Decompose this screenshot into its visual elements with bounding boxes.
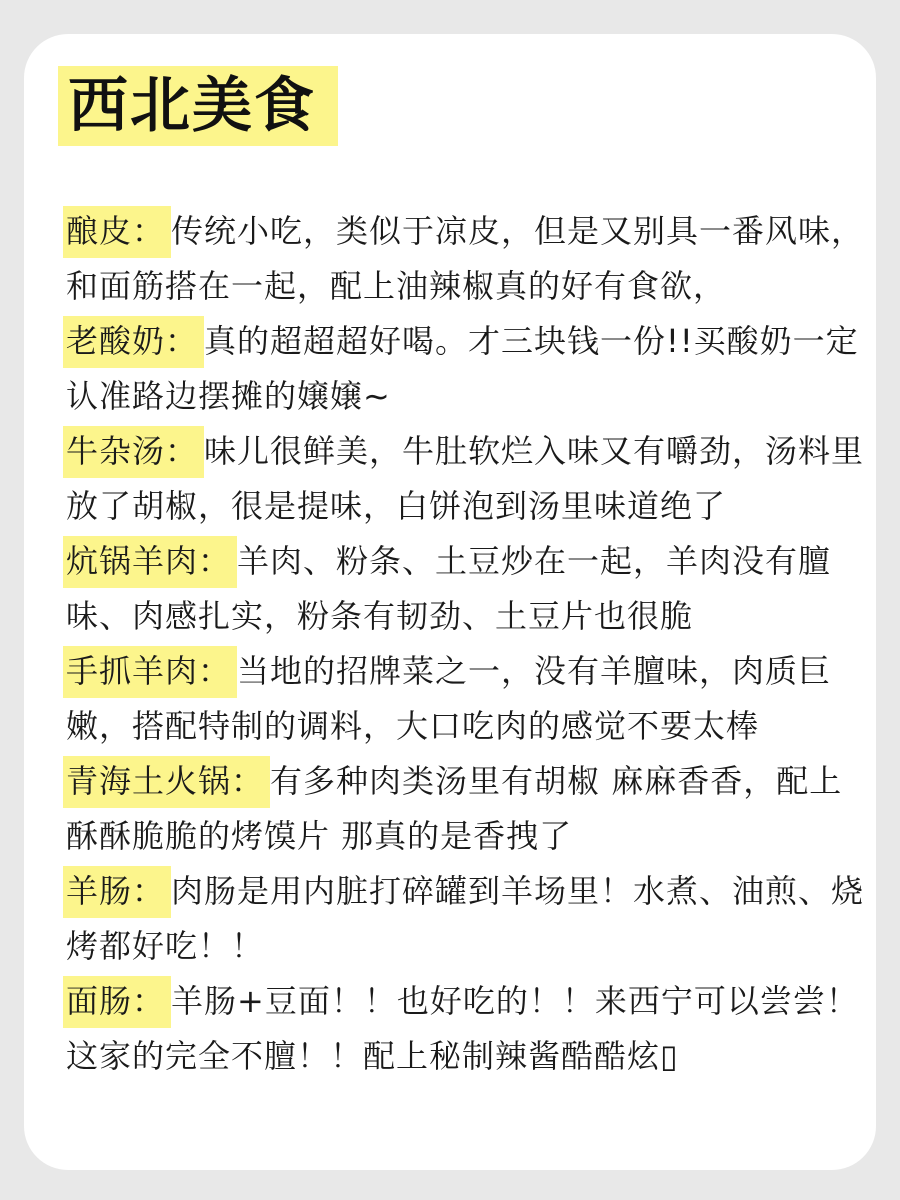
item-description: 羊肠+豆面！！也好吃的！！来西宁可以尝尝！这家的完全不膻！！配上秘制辣酱酷酷炫▯ <box>66 982 859 1075</box>
item-label: 羊肠： <box>63 866 171 918</box>
item-label: 酿皮： <box>63 206 171 258</box>
list-item <box>66 204 866 314</box>
list-item <box>66 424 866 534</box>
item-description: 味儿很鲜美，牛肚软烂入味又有嚼劲，汤料里放了胡椒，很是提味，白饼泡到汤里味道绝了 <box>66 432 865 525</box>
item-label: 手抓羊肉： <box>63 646 237 698</box>
item-description: 羊肉、粉条、土豆炒在一起，羊肉没有膻味、肉感扎实，粉条有韧劲、土豆片也很脆 <box>66 542 832 635</box>
item-description: 肉肠是用内脏打碎罐到羊场里！水煮、油煎、烧烤都好吃！！ <box>66 872 865 965</box>
list-item <box>66 314 866 424</box>
item-label: 青海土火锅： <box>63 756 270 808</box>
item-description: 当地的招牌菜之一，没有羊膻味，肉质巨嫩，搭配特制的调料，大口吃肉的感觉不要太棒 <box>66 652 832 745</box>
item-label: 老酸奶： <box>63 316 204 368</box>
list-item <box>66 644 866 754</box>
item-description: 真的超超超好喝。才三块钱一份!!买酸奶一定认准路边摆摊的嬢嬢~ <box>66 322 859 415</box>
list-item <box>66 754 866 864</box>
content-card <box>24 34 876 1170</box>
page-title: 西北美食 <box>58 66 338 146</box>
list-item <box>66 534 866 644</box>
item-description: 有多种肉类汤里有胡椒 麻麻香香，配上酥酥脆脆的烤馍片 那真的是香拽了 <box>66 762 843 855</box>
item-label: 牛杂汤： <box>63 426 204 478</box>
list-item <box>66 974 866 1084</box>
food-list <box>66 204 866 1084</box>
item-label: 面肠： <box>63 976 171 1028</box>
item-description: 传统小吃，类似于凉皮，但是又别具一番风味，和面筋搭在一起，配上油辣椒真的好有食欲， <box>66 212 865 305</box>
item-label: 炕锅羊肉： <box>63 536 237 588</box>
list-item <box>66 864 866 974</box>
